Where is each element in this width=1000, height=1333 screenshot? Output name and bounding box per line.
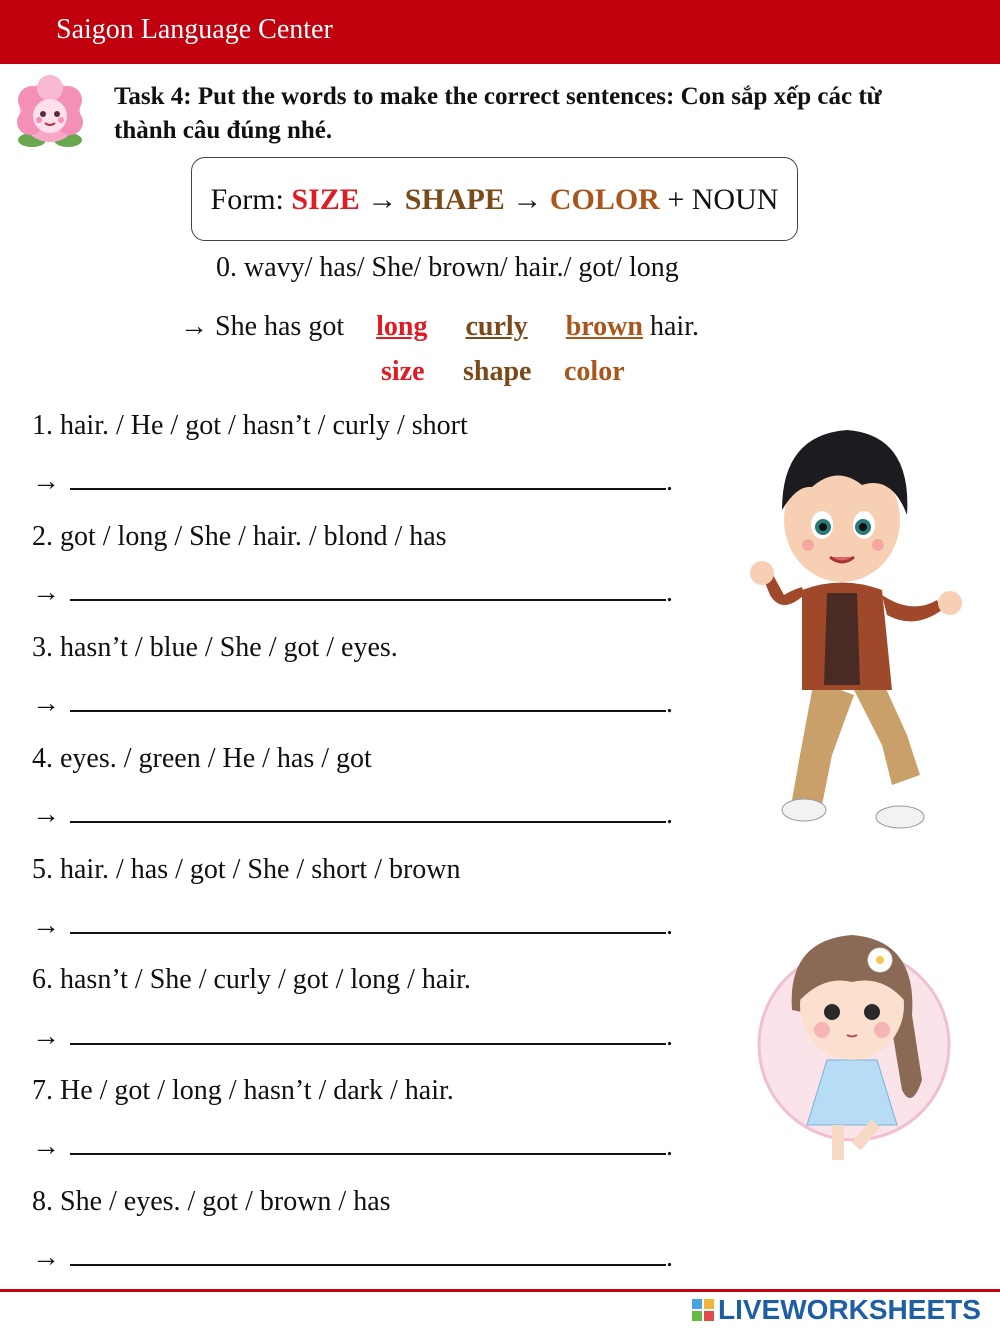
item-7-prompt: 7. He / got / long / hasn’t / dark / hair. <box>32 1075 454 1106</box>
answer-period: . <box>666 466 673 497</box>
answer-period: . <box>666 577 673 608</box>
example-answer <box>180 311 699 343</box>
item-6-answer-blank[interactable] <box>70 1025 666 1045</box>
answer-arrow: → <box>32 466 60 497</box>
example-word-size: long <box>376 311 428 342</box>
footer-divider <box>0 1289 1000 1292</box>
formula-shape: SHAPE <box>404 183 505 216</box>
answer-period: . <box>666 688 673 719</box>
header-bar <box>0 0 1000 64</box>
answer-arrow: → <box>32 688 60 719</box>
item-8-prompt: 8. She / eyes. / got / brown / has <box>32 1186 391 1217</box>
item-2-answer-blank[interactable] <box>70 581 666 601</box>
formula-prefix: Form: <box>210 183 284 216</box>
boy-illustration <box>742 415 982 840</box>
item-1-prompt: 1. hair. / He / got / hasn’t / curly / short <box>32 410 468 441</box>
center-name: Saigon Language Center <box>56 14 333 45</box>
item-4-answer-row <box>32 799 673 831</box>
item-3-answer-blank[interactable] <box>70 692 666 712</box>
item-6-answer-row <box>32 1021 673 1053</box>
item-1-answer-row <box>32 466 673 498</box>
answer-period: . <box>666 799 673 830</box>
item-5-answer-blank[interactable] <box>70 914 666 934</box>
girl-illustration <box>752 920 952 1175</box>
example-prompt: 0. wavy/ has/ She/ brown/ hair./ got/ long <box>216 252 679 283</box>
formula-size: SIZE <box>291 183 360 216</box>
example-answer-tail: hair. <box>649 311 699 342</box>
task-instruction: Task 4: Put the words to make the correct sentences: Con sắp xếp các từ thành câu đúng nhé. <box>114 83 882 144</box>
label-color: color <box>564 356 625 387</box>
item-7-answer-row <box>32 1131 673 1163</box>
item-5-answer-row <box>32 910 673 942</box>
answer-arrow: → <box>32 1242 60 1273</box>
answer-arrow: → <box>32 577 60 608</box>
answer-arrow: → <box>32 910 60 941</box>
answer-period: . <box>666 1021 673 1052</box>
label-shape: shape <box>463 356 532 387</box>
item-5-prompt: 5. hair. / has / got / She / short / brown <box>32 854 461 885</box>
example-answer-lead: → She has got <box>180 311 345 342</box>
answer-arrow: → <box>32 1131 60 1162</box>
item-4-answer-blank[interactable] <box>70 803 666 823</box>
item-7-answer-blank[interactable] <box>70 1135 666 1155</box>
item-8-answer-row <box>32 1242 673 1274</box>
item-3-answer-row <box>32 688 673 720</box>
logo-grid-icon <box>692 1299 714 1321</box>
answer-period: . <box>666 1131 673 1162</box>
example-word-shape: curly <box>465 311 528 342</box>
item-6-prompt: 6. hasn’t / She / curly / got / long / hair. <box>32 964 471 995</box>
answer-arrow: → <box>32 1021 60 1052</box>
liveworksheets-logo <box>692 1294 981 1326</box>
item-4-prompt: 4. eyes. / green / He / has / got <box>32 743 372 774</box>
answer-arrow: → <box>32 799 60 830</box>
formula-box <box>191 157 798 241</box>
item-1-answer-blank[interactable] <box>70 470 666 490</box>
item-2-answer-row <box>32 577 673 609</box>
formula-color: COLOR <box>549 183 660 216</box>
item-3-prompt: 3. hasn’t / blue / She / got / eyes. <box>32 632 398 663</box>
item-8-answer-blank[interactable] <box>70 1246 666 1266</box>
answer-period: . <box>666 910 673 941</box>
logo-text: LIVEWORKSHEETS <box>718 1294 981 1325</box>
formula-arrow-2: → <box>512 183 543 216</box>
label-size: size <box>381 356 425 387</box>
item-2-prompt: 2. got / long / She / hair. / blond / has <box>32 521 447 552</box>
flower-mascot-icon <box>10 72 90 150</box>
answer-period: . <box>666 1242 673 1273</box>
formula-arrow-1: → <box>367 183 398 216</box>
formula-suffix: + NOUN <box>667 183 779 216</box>
example-word-color: brown <box>565 311 643 342</box>
